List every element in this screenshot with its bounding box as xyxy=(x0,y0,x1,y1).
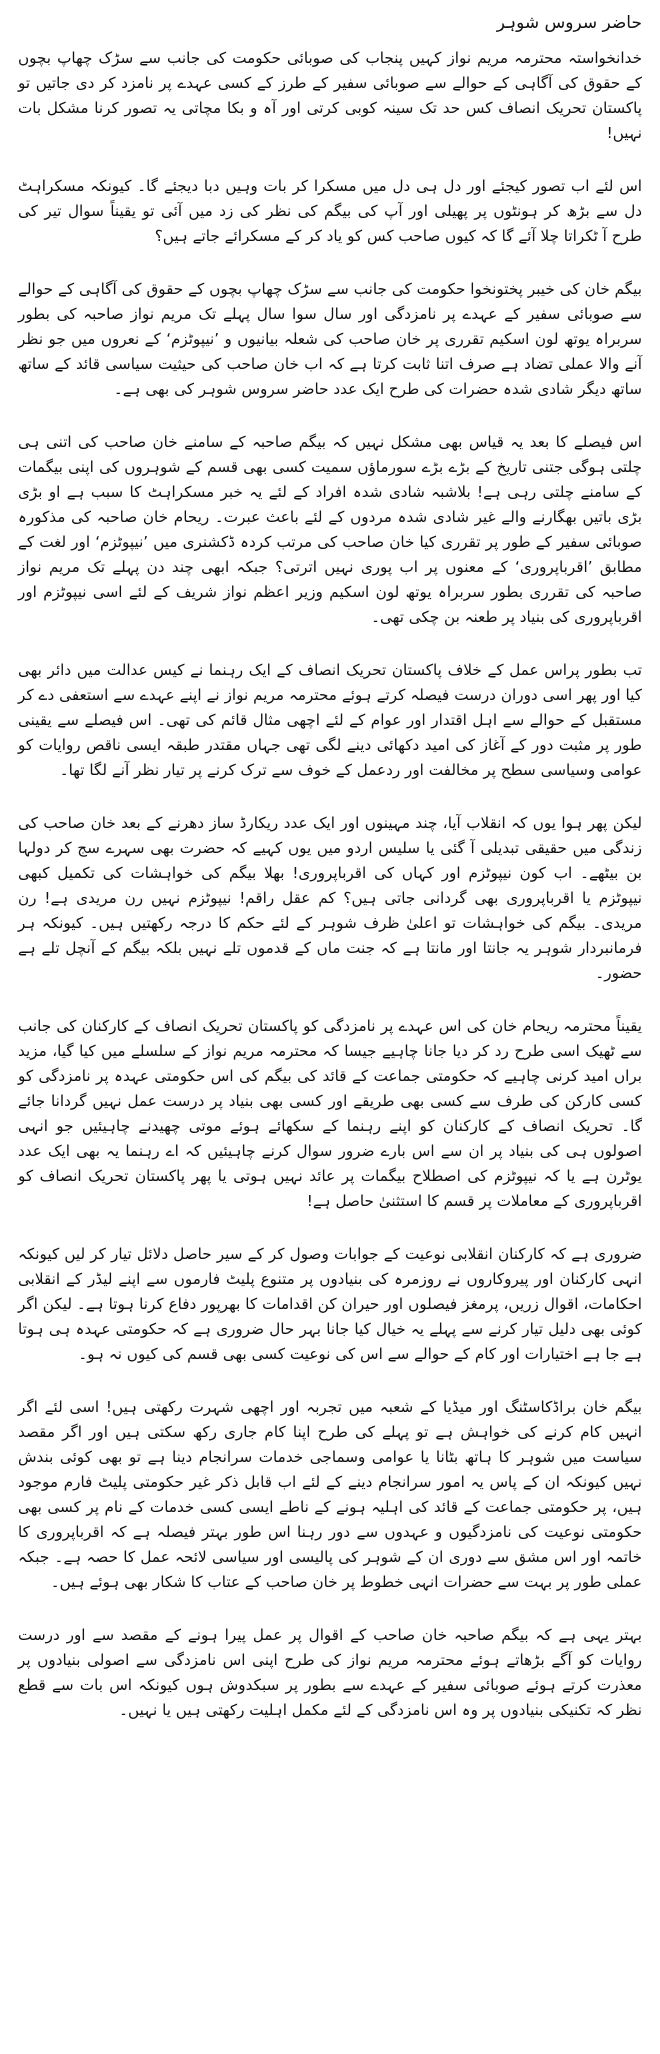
article-paragraph: بہتر یہی ہے کہ بیگم صاحبہ خان صاحب کے اقوال پر عمل پیرا ہونے کے مقصد سے اور درست روایات کو آگے بڑھاتے ہوئے محترمہ مریم نواز کی طرح اپنی اس نامزدگی سے اصولی بنیادوں پر معذرت کرتے ہوئے صوبائی سفیر کے عہدے سے بطور پر سبکدوش ہوں کیونکہ اس بات سے قطع نظر کہ تکنیکی بنیادوں پر وہ اس نامزدگی کے لئے مکمل اہلیت رکھتی ہیں یا نہیں۔ xyxy=(18,1626,642,1719)
article-paragraph: تب بطور پراس عمل کے خلاف پاکستان تحریک انصاف کے ایک رہنما نے کیس عدالت میں دائر بھی کیا اور پھر اسی دوران درست فیصلہ کرتے ہوئے محترمہ مریم نواز نے اپنے عہدے سے استعفی دے کر مستقبل کے حوالے سے اہل اقتدار اور عوام کے لئے اچھی مثال قائم کی تھی۔ اس فیصلے سے یقینی طور پر مثبت دور کے آغاز کی امید دکھائی دینے لگی تھی جہاں مقتدر طبقہ ایسی ناقص روایات کو عوامی وسیاسی سطح پر مخالفت اور ردعمل کے خوف سے ترک کرنے پر تیار نظر آنے لگا تھا۔ xyxy=(18,661,642,779)
article-paragraph: یقیناً محترمہ ریحام خان کی اس عہدے پر نامزدگی کو پاکستان تحریک انصاف کے کارکنان کی جانب سے ٹھیک اسی طرح رد کر دیا جانا چاہیے جیسا کہ محترمہ مریم نواز کے سلسلے میں کیا گیا، مزید براں امید کرنی چاہیے کہ حکومتی جماعت کے قائد کی بیگم کی اس حکومتی عہدہ پر نامزدگی کو کسی کارکن کی طرف سے کسی بھی طریقے اور کسی بھی بنیاد پر درست عمل نہیں گردانا جائے گا۔ تحریک انصاف کے کارکنان کو اپنے رہنما کے سکھائے ہوئے موتی چھیدنے چاہیئیں جو انہی اصولوں ہی کی بنیاد پر ان سے اس بارے ضرور سوال کرنے چاہیئیں کہ اے رہنما یہ بھی ایک عدد یوٹرن ہے یا کہ نیپوٹزم کی اصطلاح بیگمات پر عائد نہیں ہوتی یا پھر پاکستان تحریک انصاف کو اقرباپروری کے معاملات پر قسم کا استثنیٰ حاصل ہے! xyxy=(18,1017,642,1210)
article-paragraph: بیگم خان کی خیبر پختونخوا حکومت کی جانب سے سڑک چھاپ بچوں کے حقوق کی آگاہی کے حوالے سے صوبائی سفیر کے عہدے پر نامزدگی اور سال سوا سال پہلے تک مریم نواز صاحبہ کی بطور سربراہ یوتھ لون اسکیم تقرری پر خان صاحب کی شعلہ بیانیوں و ’نیپوٹزم‘ کے نعروں میں جو نظر آنے والا عملی تضاد ہے صرف اتنا ثابت کرتا ہے کہ اب خان صاحب کی حیثیت سیاسی قائد کے ساتھ ساتھ دیگر شادی شدہ حضرات کی طرح ایک عدد حاضر سروس شوہر کی بھی ہے۔ xyxy=(18,280,642,398)
article-paragraph: ضروری ہے کہ کارکنان انقلابی نوعیت کے جوابات وصول کر کے سیر حاصل دلائل تیار کر لیں کیونکہ انہی کارکنان اور پیروکاروں نے روزمرہ کی بنیادوں پر متنوع پلیٹ فارموں سے اپنے لیڈر کے انقلابی احکامات، اقوال زریں، پرمغز فیصلوں اور حیران کن اقدامات کا بھرپور دفاع کرنا ہوتا ہے۔ لیکن اگر کوئی بھی دلیل تیار کرنے سے پہلے یہ خیال کیا جانا بہر حال ضروری ہے کہ حکومتی عہدہ ہی ہوتا ہے جا ہے اختیارات اور کام کے حوالے سے اس کی نوعیت کسی بھی قسم کی کیوں نہ ہو۔ xyxy=(18,1245,642,1363)
article-paragraph: بیگم خان براڈکاسٹنگ اور میڈیا کے شعبہ میں تجربہ اور اچھی شہرت رکھتی ہیں! اسی لئے اگر انہیں کام کرنے کی خواہش ہے تو پہلے کی طرح اپنا کام جاری رکھ سکتی ہیں اور اگر مقصد سیاست میں شوہر کا ہاتھ بٹانا یا عوامی وسماجی خدمات سرانجام دینا ہے تو بھی کوئی بندش نہیں کیونکہ ان کے پاس یہ امور سرانجام دینے کے لئے اب قابل ذکر غیر حکومتی پلیٹ فارم موجود ہیں، پر حکومتی جماعت کے قائد کی اہلیہ ہونے کے ناطے ایسی کسی خدمات کے نام پر کسی بھی حکومتی نوعیت کی نامزدگیوں و عہدوں سے دور رہنا اس طور بہتر فیصلہ ہے کہ اقرباپروری کا خاتمہ اور اس مشق سے دوری ان کے شوہر کی پالیسی اور سیاسی لائحہ عمل کا حصہ ہے۔ جبکہ عملی طور پر بہت سے حضرات انہی خطوط پر خان صاحب کے عتاب کا شکار بھی ہوئے ہیں۔ xyxy=(18,1398,642,1591)
article-paragraph: اس لئے اب تصور کیجئے اور دل ہی دل میں مسکرا کر بات وہیں دبا دیجئے گا۔ کیونکہ مسکراہٹ دل سے بڑھ کر ہونٹوں پر پھیلی اور آپ کی بیگم کی نظر کی زد میں آئی تو یقیناً سوال تیر کی طرح آ ٹکراتا چلا آئے گا کہ کیوں صاحب کس کو یاد کر کے مسکرائے جاتے ہیں؟ xyxy=(18,177,642,245)
article-title: حاضر سروس شوہر xyxy=(496,13,642,33)
article-paragraph: اس فیصلے کا بعد یہ قیاس بھی مشکل نہیں کہ بیگم صاحبہ کے سامنے خان صاحب کی اتنی ہی چلتی ہوگی جتنی تاریخ کے بڑے بڑے سورماؤں سمیت کسی بھی قسم کے شوہروں کی اپنی بیگمات کے سامنے چلتی رہی ہے! بلاشبہ شادی شدہ افراد کے لئے یہ خبر مسکراہٹ کا سبب ہے او بڑی بڑی باتیں بھگارنے والے غیر شادی شدہ مردوں کے لئے باعث عبرت۔ ریحام خان صاحبہ کی مذکورہ صوبائی سفیر کے طور پر تقرری کیا خان صاحب کی مرتب کردہ ڈکشنری میں ’نیپوٹزم‘ اور لغت کے مطابق ’اقرباپروری‘ کے معنوں پر اب پوری نہیں اترتی؟ جبکہ ابھی چند دن پہلے تک مریم نواز صاحبہ کی تقرری بطور سربراہ یوتھ لون اسکیم وزیر اعظم نواز شریف کے لئے اسی نیپوٹزم اور اقرباپروری کی بنیاد پر طعنہ بن چکی تھی۔ xyxy=(18,433,642,626)
article-paragraph: لیکن پھر ہوا یوں کہ انقلاب آیا، چند مہینوں اور ایک عدد ریکارڈ ساز دھرنے کے بعد خان صاحب کی زندگی میں حقیقی تبدیلی آ گئی یا سلیس اردو میں یوں کہیے کہ حضرت بھی سہرے سج کر دولہا بن بیٹھے۔ اب کون نیپوٹزم اور کہاں کی اقرباپروری! بھلا بیگم کی خواہشات کی تکمیل کبھی نیپوٹزم یا اقرباپروری بھی گردانی جاتی ہیں؟ کم عقل راقم! نیپوٹزم نہیں رن مریدی ہے! رن مریدی۔ بیگم کی خواہشات تو اعلیٰ ظرف شوہر کے لئے حکم کا درجہ رکھتیں ہیں۔ کیونکہ ہر فرمانبردار شوہر یہ جانتا اور مانتا ہے کہ جنت ماں کے قدموں تلے نہیں بلکہ بیگم کے آنچل تلے ہے حضور۔ xyxy=(18,814,642,982)
article-paragraph: خدانخواستہ محترمہ مریم نواز کہیں پنجاب کی صوبائی حکومت کی جانب سے سڑک چھاپ بچوں کے حقوق کی آگاہی کے حوالے سے صوبائی سفیر کے طرز کے کسی عہدے پر نامزد کر دی جاتیں تو پاکستان تحریک انصاف کس حد تک سینہ کوبی کرتی اور آہ و بکا مچاتی یہ تصور کرنا مشکل بات نہیں! xyxy=(18,49,642,142)
